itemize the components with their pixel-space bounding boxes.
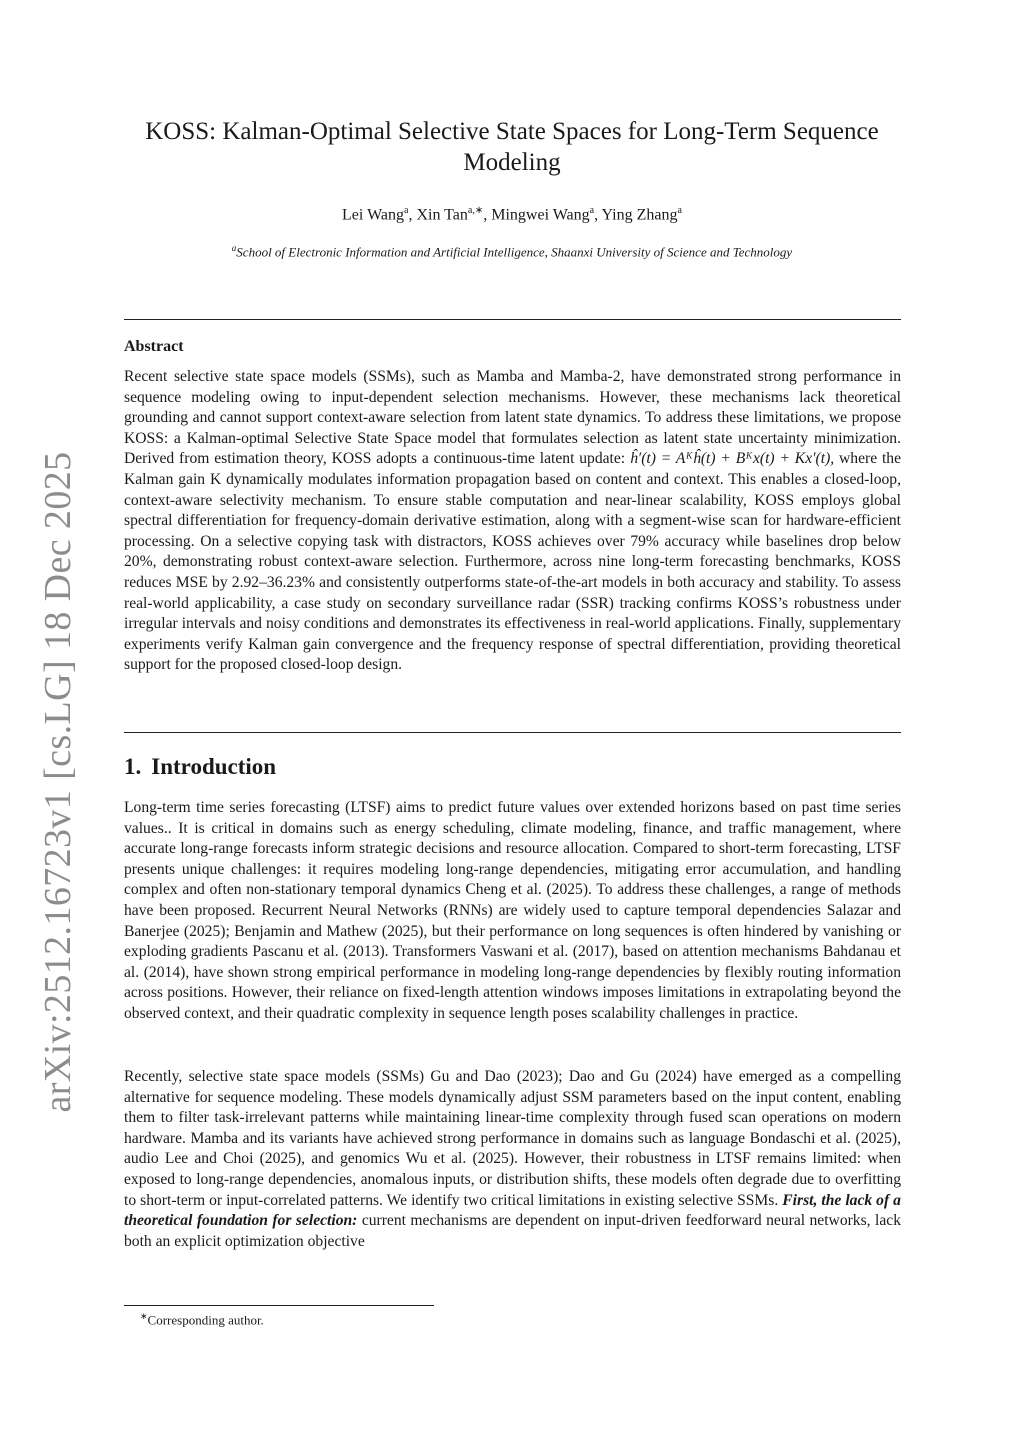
author-separator: , — [594, 206, 602, 224]
paper-title — [124, 116, 900, 178]
author-name: Mingwei Wang — [491, 206, 590, 224]
affiliation-text: School of Electronic Information and Artificial Intelligence, Shaanxi University of Science and Technology — [236, 244, 793, 260]
footnote-text: Corresponding author. — [147, 1312, 264, 1328]
author-affiliation-mark: a — [403, 205, 409, 216]
author-affiliation-mark: a — [589, 205, 595, 216]
section-heading-introduction — [124, 754, 276, 780]
paragraph-text-continued: current mechanisms are dependent on input-driven feedforward neural networks, lack both an explicit optimization objective — [124, 1212, 901, 1250]
paragraph-text: Recently, selective state space models (SSMs) Gu and Dao (2023); Dao and Gu (2024) have emerged as a compelling alternative for sequence modeling. These models dynamically adjust SSM parameters based on the input content, enabling them to filter task-irrelevant patterns while maintaining linear-time complexity through fused scan operations on modern hardware. Mamba and its variants have achieved strong performance in domains such as language Bondaschi et al. (2025), audio Lee and Choi (2025), and genomics Wu et al. (2025). However, their robustness in LTSF remains limited: when exposed to long-range dependencies, anomalous inputs, or distribution shifts, these models often degrade due to overfitting to short-term or input-correlated patterns. We identify two critical limitations in existing selective SSMs. — [124, 1068, 901, 1209]
abstract-text — [124, 367, 901, 676]
introduction-paragraph-1: Long-term time series forecasting (LTSF) aims to predict future values over extended horizons based on past time series values.. It is critical in domains such as energy scheduling, climate modeling, finance, and traffic management, where accurate long-range forecasts inform strategic decisions and resource allocation. Compared to short-term forecasting, LTSF presents unique challenges: it requires modeling long-range dependencies, mitigating error accumulation, and handling complex and often non-stationary temporal dynamics Cheng et al. (2025). To address these challenges, a range of methods have been proposed. Recurrent Neural Networks (RNNs) are widely used to capture temporal dependencies Salazar and Banerjee (2025); Benjamin and Mathew (2025), but their performance on long sequences is often hindered by vanishing or exploding gradients Pascanu et al. (2013). Transformers Vaswani et al. (2017), based on attention mechanisms Bahdanau et al. (2014), have shown strong empirical performance in modeling long-range dependencies by flexibly routing information across positions. However, their reliance on fixed-length attention windows imposes limitations in extrapolating beyond the observed context, and their quadratic complexity in sequence length poses scalability challenges in practice. — [124, 799, 901, 1022]
abstract-text-part-1: Recent selective state space models (SSMs), such as Mamba and Mamba-2, have demonstrated strong performance in sequence modeling owing to input-dependent selection mechanisms. However, these mechanisms lack theoretical grounding and cannot support context-aware selection from latent state dynamics. To address these limitations, we propose KOSS: a Kalman-optimal Selective State Space model that formulates selection as latent state uncertainty minimization. Derived from estimation theory, KOSS adopts a continuous-time latent update: — [124, 368, 901, 468]
latent-update-formula: ĥ′(t) = Aᴷĥ(t) + Bᴷx(t) + Kx′(t), — [629, 450, 835, 468]
section-title: Introduction — [151, 754, 277, 779]
abstract-text-part-2: where the Kalman gain K dynamically modulates information propagation based on content and context. This enables a closed-loop, context-aware selectivity mechanism. To ensure stable computation and near-linear scalability, KOSS employs global spectral differentiation for frequency-domain derivative estimation, along with a segment-wise scan for hardware-efficient processing. On a selective copying task with distractors, KOSS achieves over 79% accuracy while baselines drop below 20%, demonstrating robust context-aware selection. Furthermore, across nine long-term forecasting benchmarks, KOSS reduces MSE by 2.92–36.23% and consistently outperforms state-of-the-art models in both accuracy and stability. To assess real-world applicability, a case study on secondary surveillance radar (SSR) tracking confirms KOSS’s robustness under irregular intervals and noisy conditions and demonstrates its effectiveness in real-world applications. Finally, supplementary experiments verify Kalman gain convergence and the frequency response of spectral differentiation, providing theoretical support for the proposed closed-loop design. — [124, 450, 901, 674]
author-separator: , — [483, 206, 492, 224]
abstract-bottom-divider — [124, 732, 901, 733]
author-name: Ying Zhang — [601, 206, 678, 224]
affiliation — [124, 243, 900, 260]
abstract-top-divider — [124, 319, 901, 320]
introduction-paragraph-2 — [124, 1067, 901, 1252]
abstract-heading: Abstract — [124, 338, 184, 355]
author-affiliation-mark: a,∗ — [467, 205, 484, 216]
emphasized-limitation: First, the lack of a theoretical foundation for selection: — [124, 1191, 901, 1230]
arxiv-identifier[interactable]: arXiv:2512.16723v1 [cs.LG] 18 Dec 2025 — [37, 451, 79, 1113]
section-number: 1. — [124, 754, 142, 779]
footnote — [140, 1311, 264, 1328]
footnote-mark: ∗ — [140, 1311, 148, 1321]
author-list — [124, 205, 900, 224]
author-affiliation-mark: a — [677, 205, 682, 216]
author-name: Lei Wang — [342, 206, 404, 224]
affiliation-mark: a — [231, 243, 237, 253]
footnote-divider — [124, 1305, 434, 1306]
title-line-2: Modeling — [463, 149, 561, 176]
author-name: Xin Tan — [416, 206, 468, 224]
title-line-1: KOSS: Kalman-Optimal Selective State Spaces for Long-Term Sequence — [145, 118, 879, 145]
author-separator: , — [408, 206, 417, 224]
